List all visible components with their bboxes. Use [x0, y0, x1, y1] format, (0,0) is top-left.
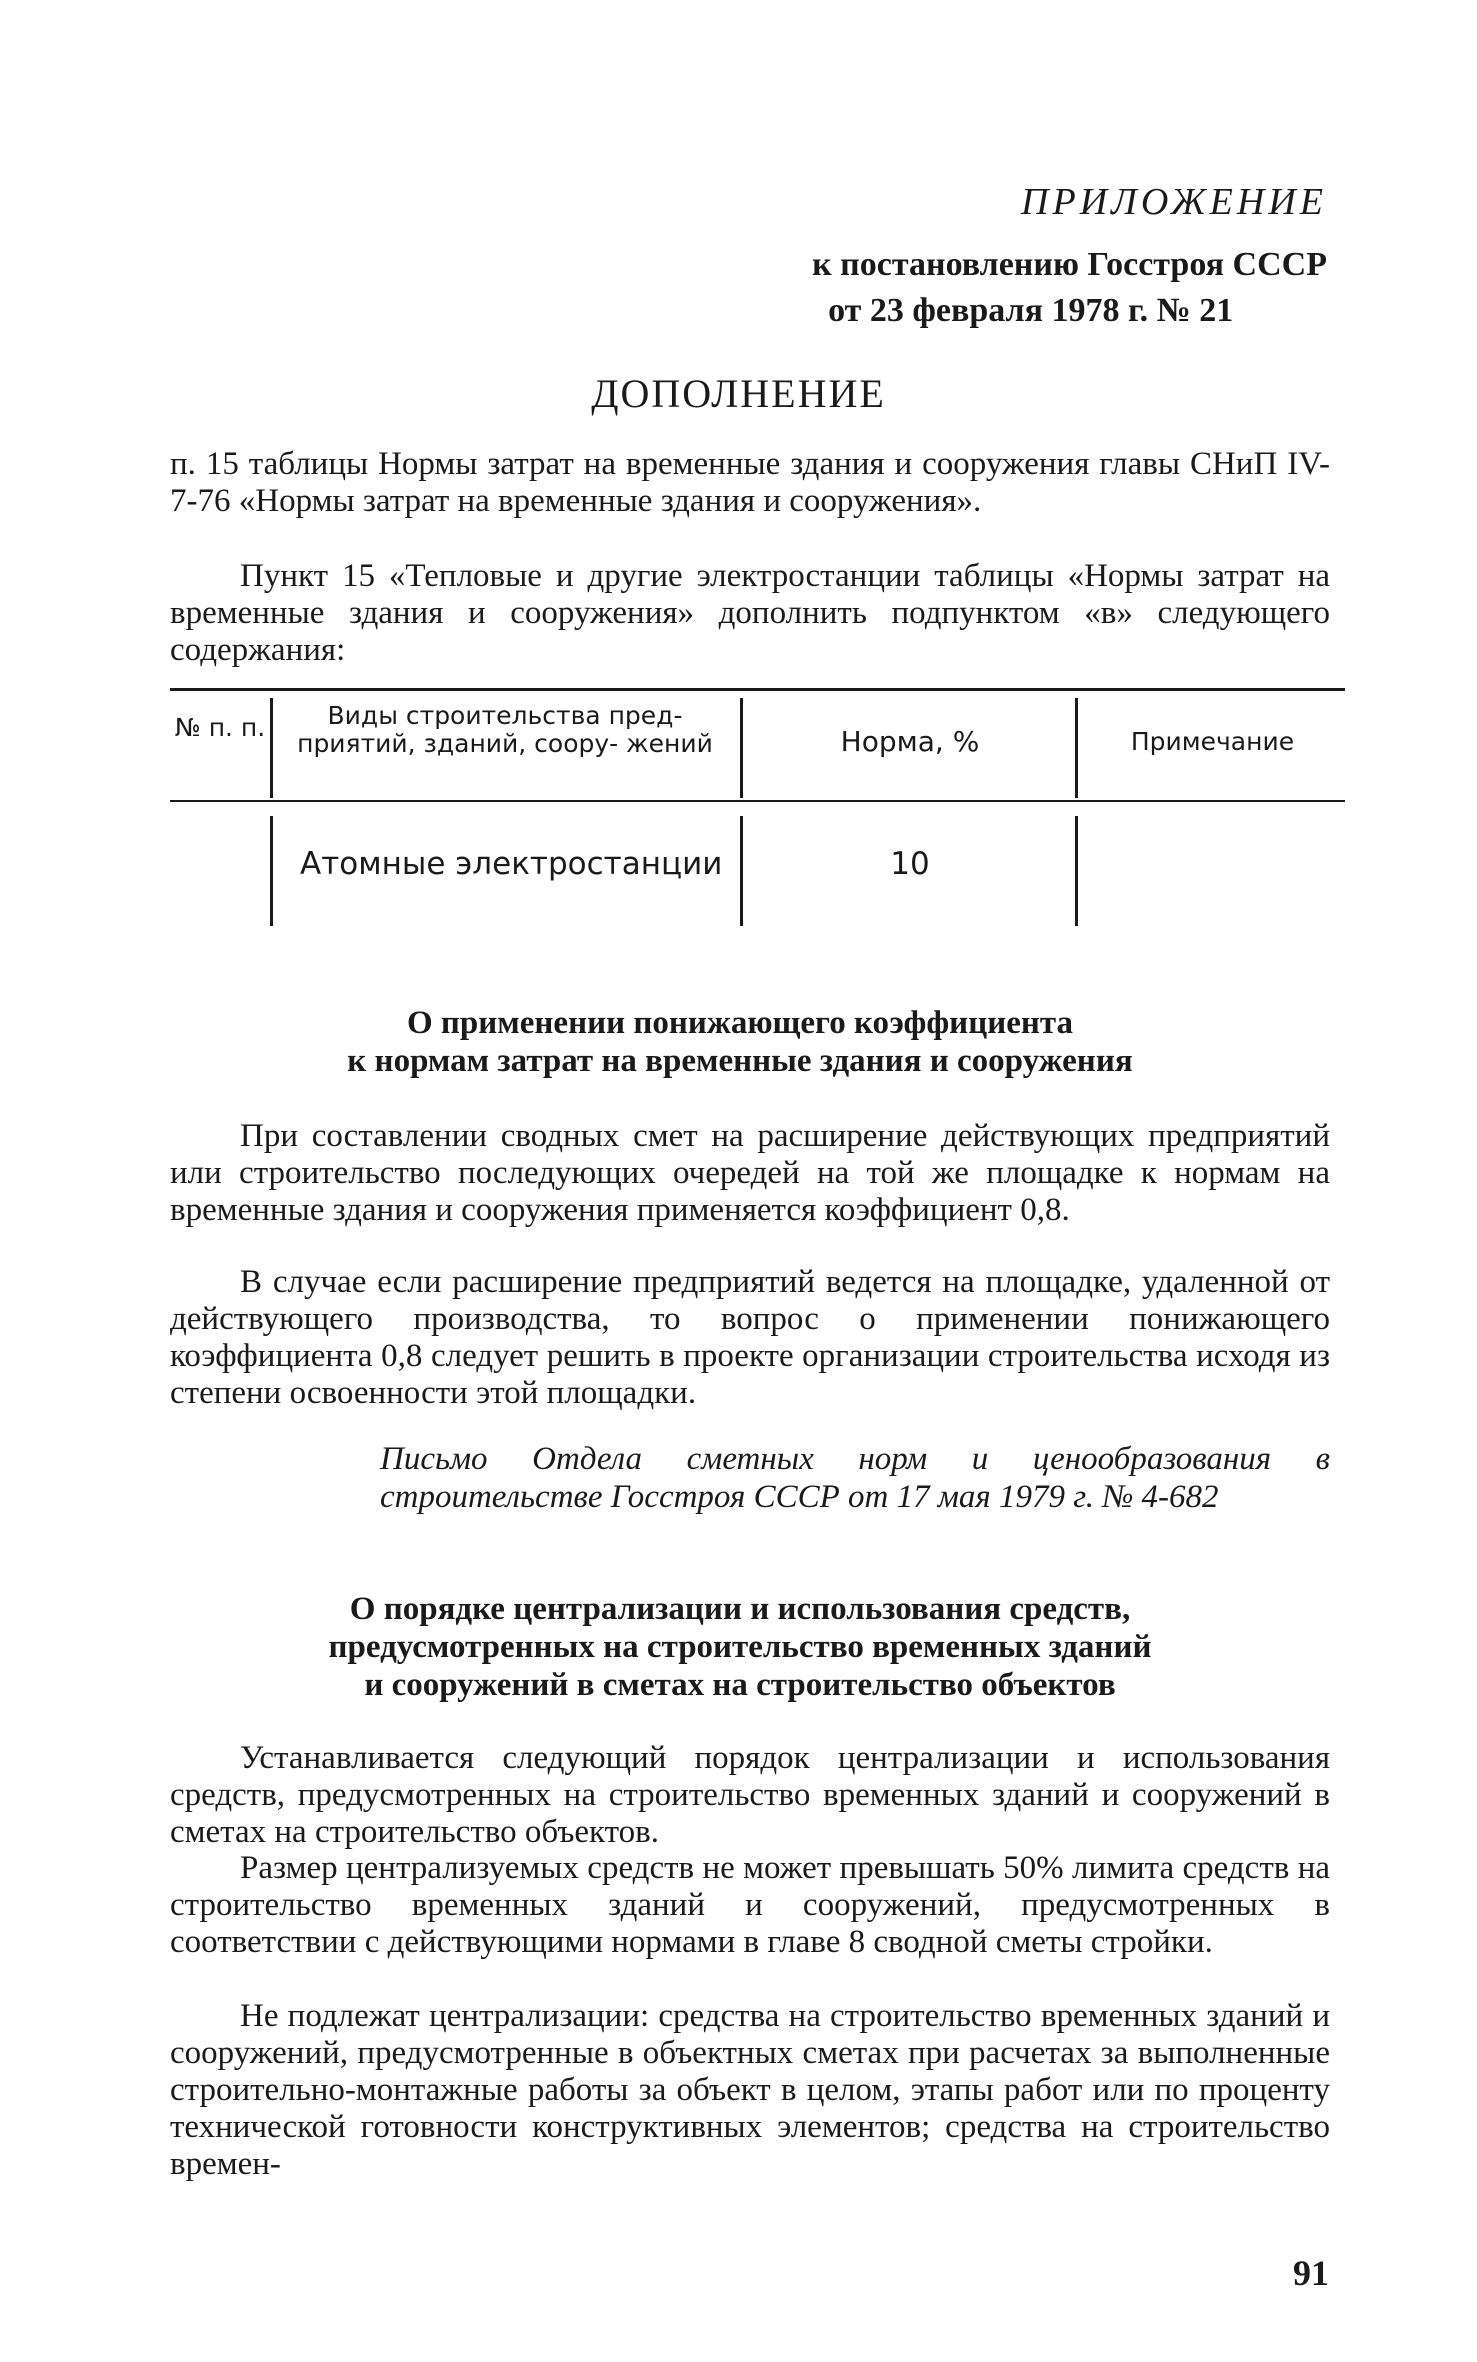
section2-paragraph: Размер централизуемых средств не может превышать 50% лимита средств на строительство временных зданий и сооружений, предусмотренных в соответствии с действующими нормами в главе 8 сводной сметы стройки. — [170, 1850, 1330, 1960]
section1-heading — [150, 1004, 1330, 1080]
column-header-number: № п. п. — [174, 713, 266, 742]
table-divider — [1075, 816, 1078, 926]
section1-paragraph: При составлении сводных смет на расширение действующих предприятий или строительство последующих очередей на той же площадке к нормам на временные здания и сооружения применяется коэффициент 0,8. — [170, 1118, 1330, 1228]
section1-paragraph: В случае если расширение предприятий ведется на площадке, удаленной от действующего производства, то вопрос о применении понижающего коэффициента 0,8 следует решить в проекте организации строительства исходя из степени освоенности этой площадки. — [170, 1264, 1330, 1411]
section-heading-line: и сооружений в сметах на строительство объектов — [364, 1667, 1116, 1703]
section2-paragraph: Устанавливается следующий порядок централизации и использования средств, предусмотренных на строительство временных зданий и сооружений в сметах на строительство объектов. — [170, 1740, 1330, 1850]
letter-source: Письмо Отдела сметных норм и ценообразования в строительстве Госстроя СССР от 17 мая 1979 г. № 4-682 — [380, 1441, 1330, 1515]
table-divider — [740, 816, 743, 926]
column-header-norm: Норма, % — [840, 725, 980, 758]
page-number: 91 — [1293, 2253, 1329, 2293]
column-header-note: Примечание — [1130, 727, 1295, 756]
table-divider — [1075, 698, 1078, 798]
item-paragraph: Пункт 15 «Тепловые и другие электростанции таблицы «Нормы затрат на временные здания и сооружения» дополнить подпунктом «в» следующего содержания: — [170, 558, 1330, 668]
section-heading-line: к нормам затрат на временные здания и сооружения — [347, 1043, 1133, 1079]
intro-paragraph: п. 15 таблицы Нормы затрат на временные здания и сооружения главы СНиП IV-7-76 «Нормы затрат на временные здания и сооружения». — [170, 446, 1330, 519]
section2-paragraph: Не подлежат централизации: средства на строительство временных зданий и сооружений, предусмотренные в объектных сметах при расчетах за выполненные строительно-монтажные работы за объект в целом, этапы работ или по проценту технической готовности конструктивных элементов; средства на строительство времен- — [170, 1998, 1330, 2182]
table-divider — [270, 698, 273, 798]
section2-heading — [150, 1590, 1330, 1704]
table-divider — [270, 816, 273, 926]
appendix-reference — [812, 242, 1327, 334]
table-cell-type: Атомные электростанции — [300, 846, 723, 882]
supplement-heading: ДОПОЛНЕНИЕ — [591, 371, 886, 416]
table-cell-norm: 10 — [890, 846, 930, 882]
column-header-type: Виды строительства пред- приятий, зданий, соору- жений — [297, 701, 713, 758]
table-divider — [740, 698, 743, 798]
section-heading-line: О применении понижающего коэффициента — [406, 1005, 1073, 1041]
section-heading-line: предусмотренных на строительство временных зданий — [328, 1629, 1152, 1665]
appendix-reference-line: от 23 февраля 1978 г. № 21 — [828, 292, 1234, 329]
appendix-reference-line: к постановлению Госстроя СССР — [812, 246, 1327, 283]
table-top-rule — [170, 688, 1345, 691]
norms-table — [170, 688, 1345, 928]
appendix-title: ПРИЛОЖЕНИЕ — [1021, 181, 1327, 223]
section-heading-line: О порядке централизации и использования средств, — [349, 1591, 1131, 1627]
table-header-rule — [170, 800, 1345, 802]
